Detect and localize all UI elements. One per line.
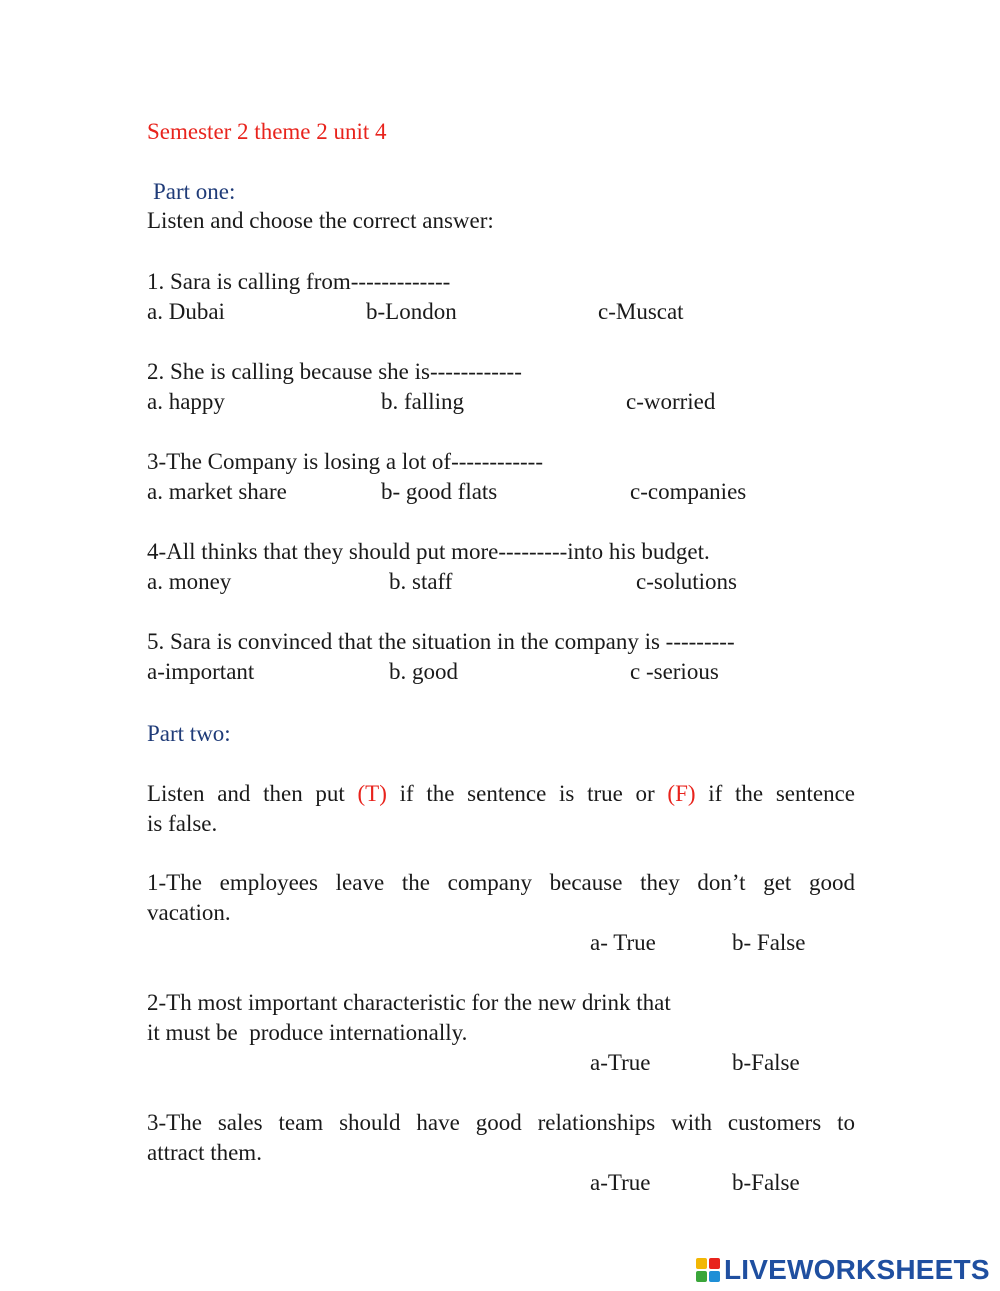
- statement-line: attract them.: [147, 1140, 262, 1165]
- part-two-instruction-line2: is false.: [147, 811, 218, 836]
- logo-square: [709, 1258, 720, 1269]
- part-one-instruction: Listen and choose the correct answer:: [147, 208, 494, 233]
- instruction-text: if the sentence is true or: [386, 781, 668, 806]
- true-mark: (T): [357, 781, 387, 806]
- true-option[interactable]: a- True: [590, 930, 656, 955]
- logo-square: [696, 1258, 707, 1269]
- option-c[interactable]: c-companies: [630, 479, 747, 504]
- option-c[interactable]: c -serious: [630, 659, 719, 684]
- statement-line: it must be produce internationally.: [147, 1020, 468, 1045]
- false-mark: (F): [667, 781, 696, 806]
- false-option[interactable]: b-False: [732, 1170, 800, 1195]
- false-option[interactable]: b-False: [732, 1050, 800, 1075]
- question-text: 5. Sara is convinced that the situation in the company is ---------: [147, 629, 735, 654]
- question-text: 2. She is calling because she is------------: [147, 359, 522, 384]
- option-c[interactable]: c-solutions: [636, 569, 737, 594]
- brand-name: LIVEWORKSHEETS: [724, 1254, 990, 1285]
- option-a[interactable]: a. Dubai: [147, 299, 225, 324]
- instruction-text: if the sentence: [695, 781, 855, 806]
- part-one-heading: Part one:: [153, 179, 236, 204]
- false-option[interactable]: b- False: [732, 930, 806, 955]
- option-c[interactable]: c-worried: [626, 389, 716, 414]
- liveworksheets-logo[interactable]: [696, 1254, 990, 1286]
- question-text: 3-The Company is losing a lot of------------: [147, 449, 543, 474]
- true-option[interactable]: a-True: [590, 1170, 651, 1195]
- logo-square: [696, 1271, 707, 1282]
- worksheet-title: Semester 2 theme 2 unit 4: [147, 119, 387, 144]
- option-b[interactable]: b-London: [366, 299, 457, 324]
- part-two-heading: Part two:: [147, 721, 231, 746]
- option-b[interactable]: b. good: [389, 659, 458, 684]
- option-a[interactable]: a. market share: [147, 479, 287, 504]
- statement-line: 2-Th most important characteristic for the new drink that: [147, 990, 671, 1015]
- option-b[interactable]: b. falling: [381, 389, 465, 414]
- question-text: 1. Sara is calling from-------------: [147, 269, 451, 294]
- option-a[interactable]: a. money: [147, 569, 232, 594]
- logo-square: [709, 1271, 720, 1282]
- true-option[interactable]: a-True: [590, 1050, 651, 1075]
- statement-line: vacation.: [147, 900, 231, 925]
- option-b[interactable]: b. staff: [389, 569, 453, 594]
- option-a[interactable]: a-important: [147, 659, 255, 684]
- statement-line: 3-The sales team should have good relationships with customers to: [147, 1110, 855, 1135]
- question-text: 4-All thinks that they should put more---------into his budget.: [147, 539, 710, 564]
- part-two-instruction: [147, 780, 855, 808]
- logo-grid-icon: [696, 1258, 720, 1282]
- option-b[interactable]: b- good flats: [381, 479, 498, 504]
- option-a[interactable]: a. happy: [147, 389, 225, 414]
- instruction-text: Listen and then put: [147, 781, 358, 806]
- option-c[interactable]: c-Muscat: [598, 299, 684, 324]
- statement-line: 1-The employees leave the company because they don’t get good: [147, 870, 855, 895]
